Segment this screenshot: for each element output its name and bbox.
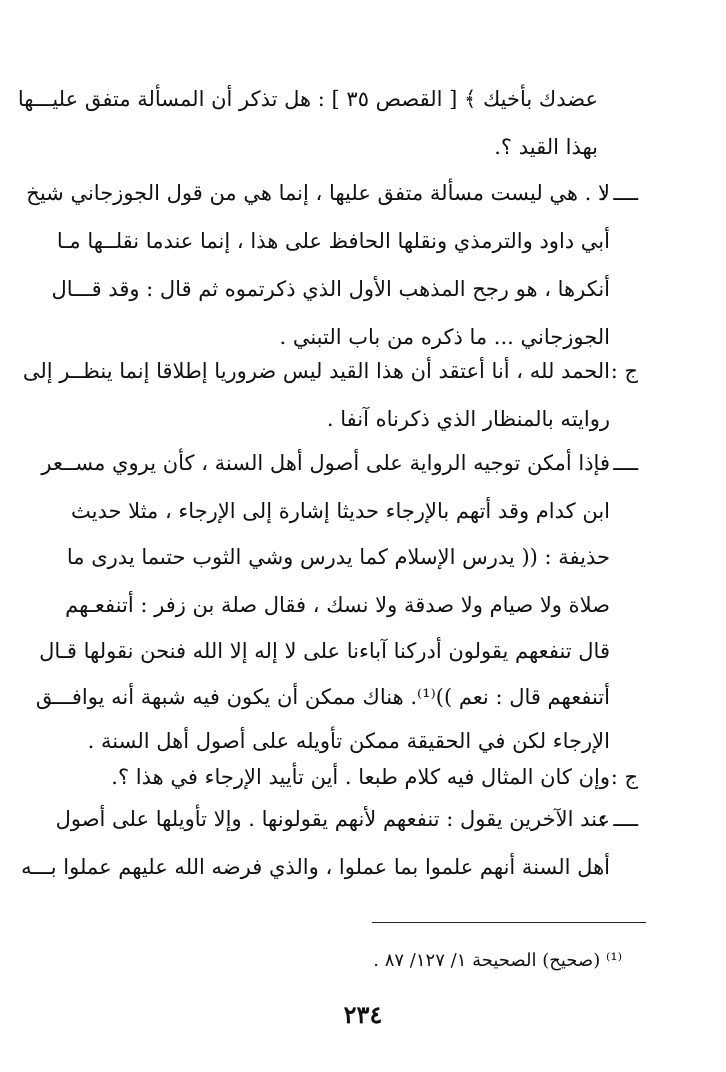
dialogue-marker: ج : bbox=[610, 359, 638, 383]
text-line: حذيفة : (( يدرس الإسلام كما يدرس وشي الثوب حتىما يدرى ما bbox=[66, 545, 610, 569]
dialogue-marker: ج : bbox=[610, 765, 638, 789]
text-line: الجوزجاني ... ما ذكره من باب التبني . bbox=[279, 325, 610, 349]
text-line: روايته بالمنظار الذي ذكرناه آنفا . bbox=[326, 407, 610, 431]
text-line: أتنفعهم قال : نعم ))⁽¹⁾. هناك ممكن أن يكون فيه شبهة أنه يوافـــق bbox=[35, 685, 610, 709]
text-line: الحمد لله ، أنا أعتقد أن هذا القيد ليس ضروريا إطلاقا إنما ينظــر إلى bbox=[22, 359, 610, 383]
text-line: وإن كان المثال فيه كلام طبعا . أين تأييد الإرجاء في هذا ؟. bbox=[111, 765, 610, 789]
text-line: الإرجاء لكن في الحقيقة ممكن تأويله على أصول أهل السنة . bbox=[87, 729, 610, 753]
page-number: ٢٣٤ bbox=[343, 1000, 383, 1029]
text-line: بهذا القيد ؟. bbox=[494, 135, 598, 159]
text-line: لا . هي ليست مسألة متفق عليها ، إنما هي من قول الجوزجاني شيخ bbox=[26, 181, 610, 205]
text-line: ابن كدام وقد أتهم بالإرجاء حديثا إشارة إلى الإرجاء ، مثلا حديث bbox=[71, 499, 610, 523]
footnote: ⁽¹⁾ (صحيح) الصحيحة ١/ ١٢٧/ ٨٧ . bbox=[373, 950, 622, 971]
text-line: فإذا أمكن توجيه الرواية على أصول أهل السنة ، كأن يروي مســعر bbox=[41, 451, 610, 475]
text-line: أنكرها ، هو رجح المذهب الأول الذي ذكرتموه ثم قال : وقد قـــال bbox=[51, 277, 610, 301]
text-line: قال تنفعهم يقولون أدركنا آباءنا على لا إله إلا الله فنحن نقولها قـال bbox=[39, 639, 610, 663]
text-line: أبي داود والترمذي ونقلها الحافظ على هذا ، إنما عندما نقلــها مـا bbox=[56, 229, 610, 253]
dialogue-marker: ــــ : bbox=[599, 807, 638, 831]
dialogue-marker: ــــ : bbox=[599, 451, 638, 475]
dialogue-marker: ــــ : bbox=[599, 181, 638, 205]
text-line: أهل السنة أنهم علموا بما عملوا ، والذي فرضه الله عليهم عملوا بـــه bbox=[21, 855, 610, 879]
footnote-separator bbox=[372, 922, 646, 923]
text-line: صلاة ولا صيام ولا صدقة ولا نسك ، فقال صلة بن زفر : أتنفعـهم bbox=[65, 593, 610, 617]
text-line: عند الآخرين يقول : تنفعهم لأنهم يقولونها . وإلا تأويلها على أصول bbox=[55, 807, 610, 831]
text-line: عضدك بأخيك ﴾ [ القصص ٣٥ ] : هل تذكر أن المسألة متفق عليـــها bbox=[17, 87, 598, 111]
